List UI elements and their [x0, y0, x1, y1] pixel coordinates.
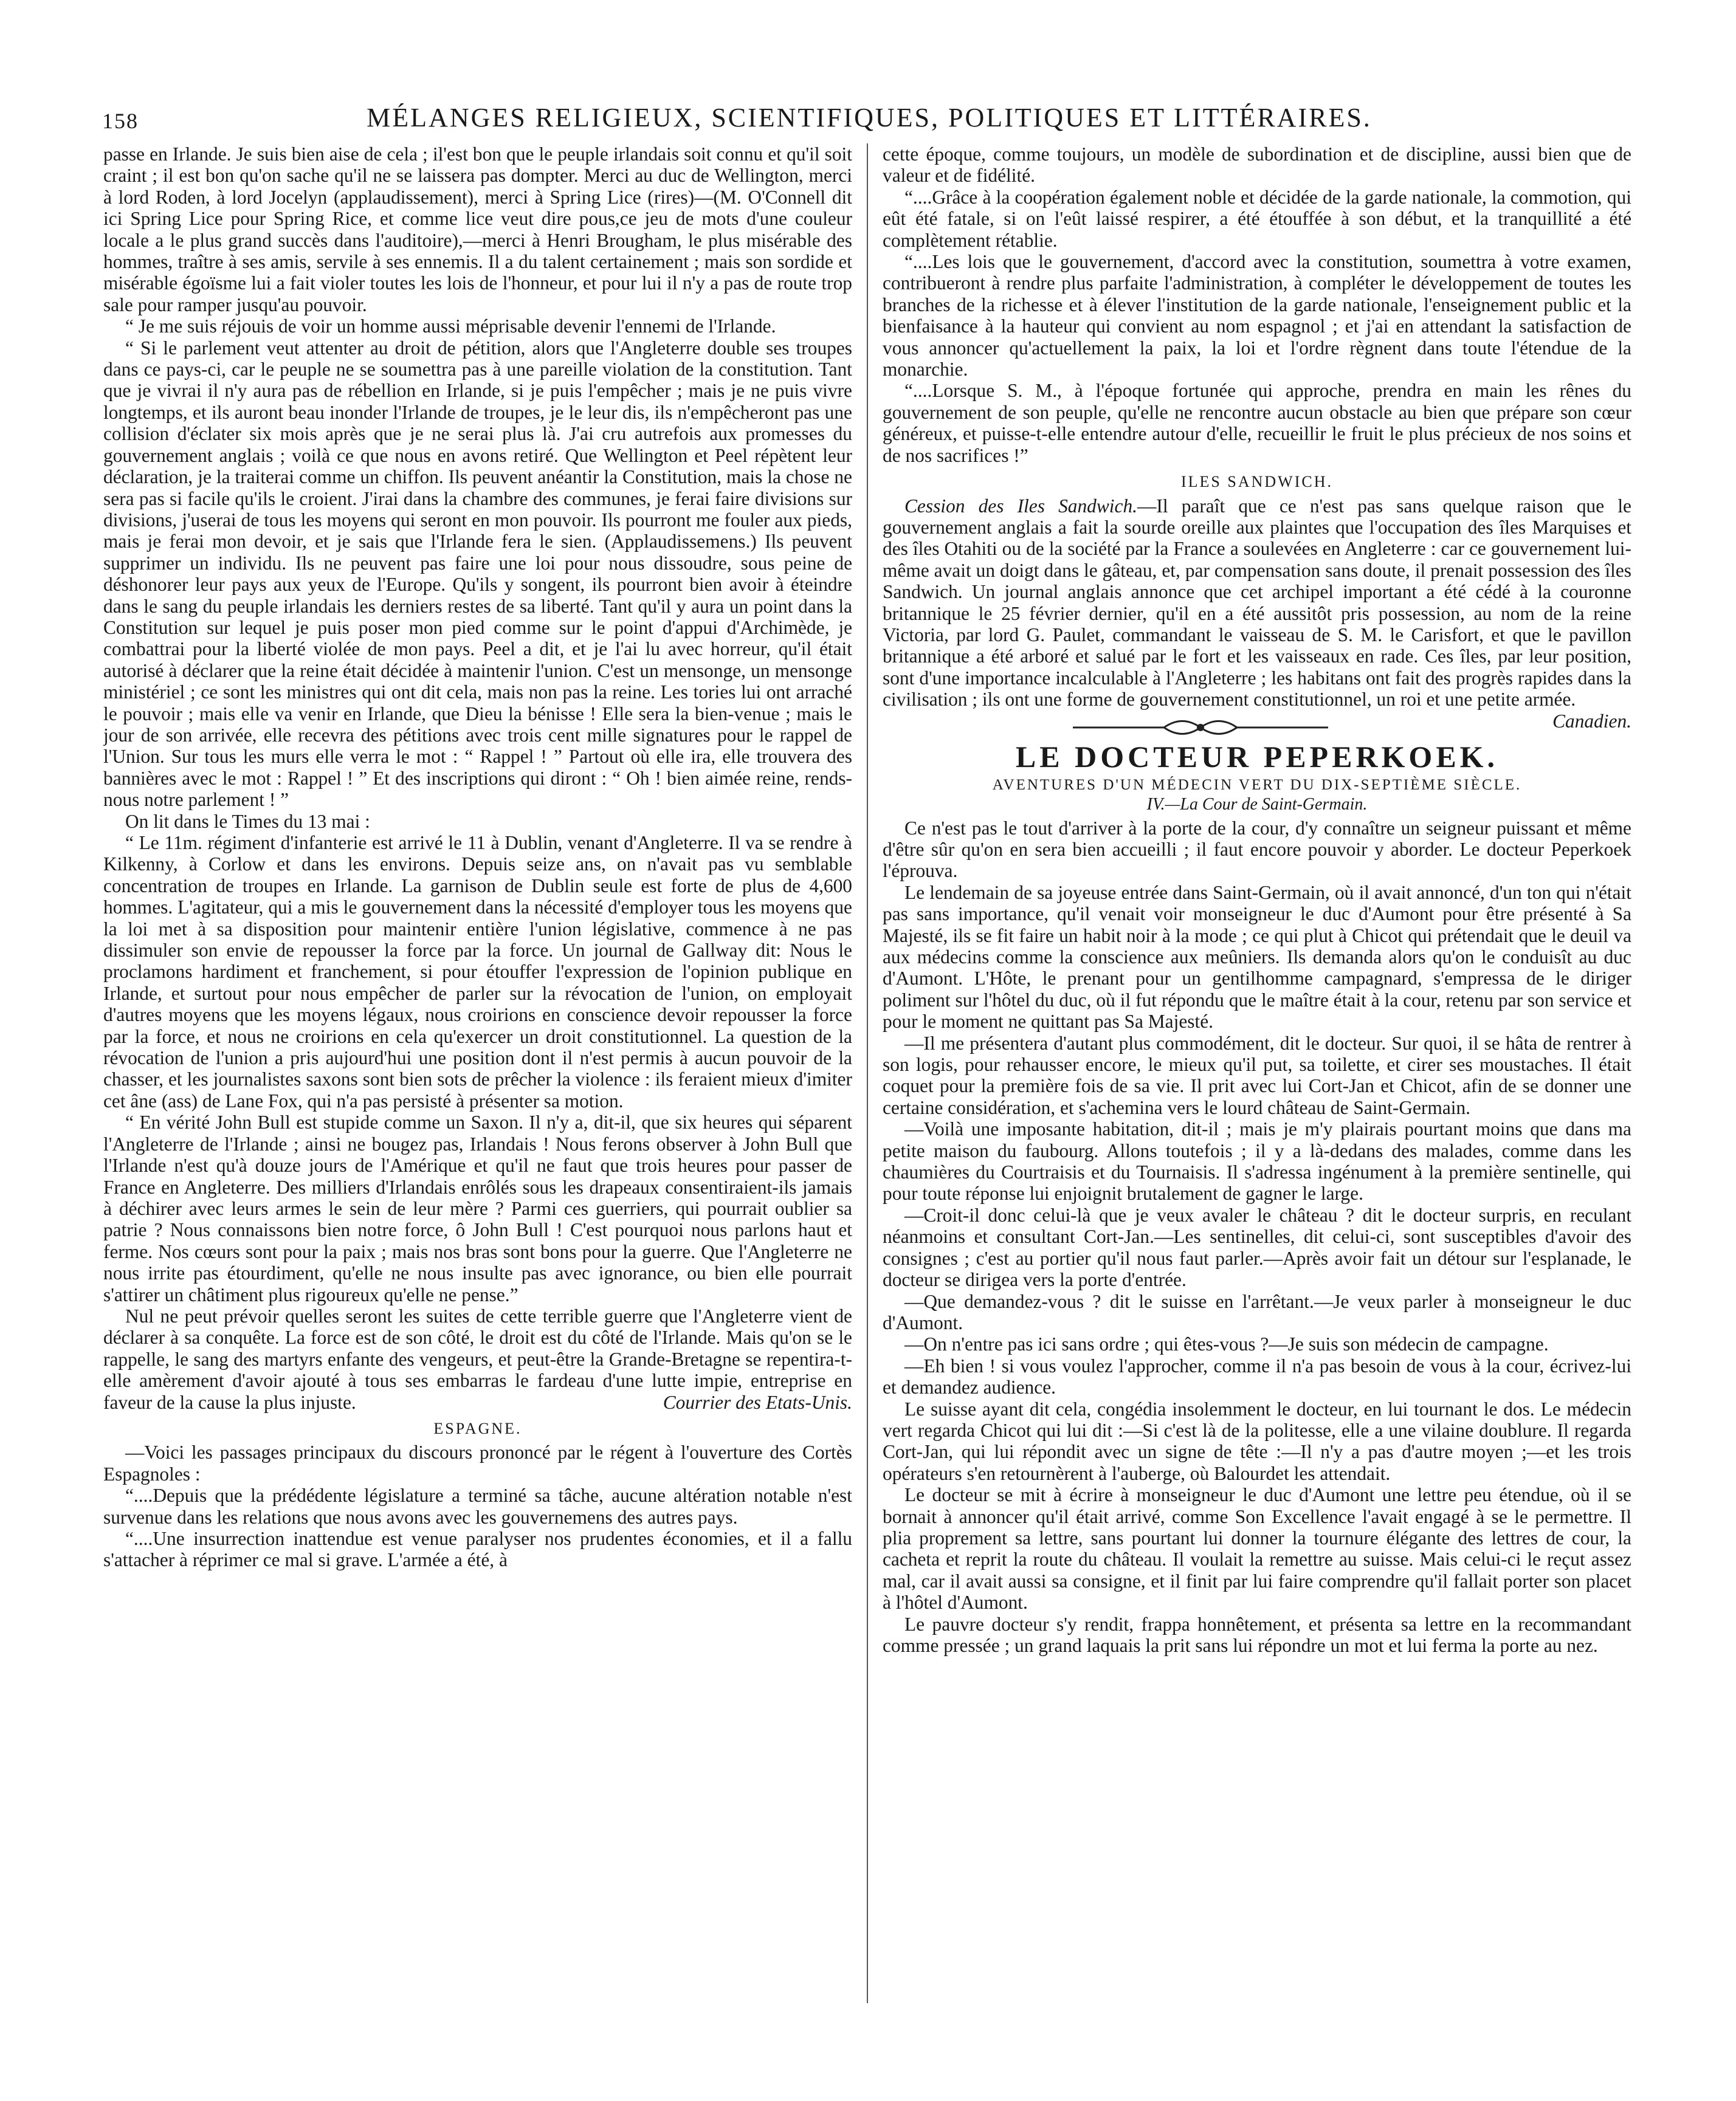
column-divider — [867, 143, 868, 2003]
paragraph: cette époque, comme toujours, un modèle de subordination et de discipline, aussi bien que de valeur et de fidélité. — [883, 143, 1631, 187]
paragraph: Le docteur se mit à écrire à monseigneur le duc d'Aumont une lettre peu étendue, où il se bornait à annoncer qu'il était arrivé, comme Son Excellence l'avait engagé à se le permettre. Il plia proprement sa lettre, sans pourtant lui donner la tournure élégante des lettres de cour, la cacheta et reprit la route du château. Il voulait la remettre au suisse. Mais celui-ci le reçut assez mal, car il avait aussi sa consigne, et il finit par lui faire comprendre qu'il fallait porter son placet à l'hôtel d'Aumont. — [883, 1484, 1631, 1614]
source-signature: Courrier des Etats-Unis. — [663, 1391, 852, 1413]
paragraph: —Voilà une imposante habitation, dit-il ; mais je m'y plairais pourtant moins que dans ma petite maison du faubourg. Allons toutefois ; il y a là-dedans des malades, comme dans les chaumières du Courtraisis et du Tournaisis. Il s'adressa ingénument à la première sentinelle, qui pour toute réponse lui enjoignit brutalement de gagner le large. — [883, 1118, 1631, 1205]
page-header — [97, 102, 1641, 139]
paragraph: On lit dans le Times du 13 mai : — [125, 810, 370, 832]
left-column — [103, 143, 863, 2003]
story-chapter: IV.—La Cour de Saint-Germain. — [1146, 794, 1368, 814]
section-heading-sandwich: ILES SANDWICH. — [1181, 473, 1333, 491]
paragraph: “....Grâce à la coopération également noble et décidée de la garde nationale, la commotion, qui eût été fatale, si on l'eût laissé respirer, a été étouffée à son début, et la tranquillité a été complètement rétablie. — [883, 186, 1631, 251]
paragraph: —Il me présentera d'autant plus commodément, dit le docteur. Sur quoi, il se hâta de rentrer à son logis, pour rehausser encore, le mieux qu'il put, sa toilette, et cirer ses moustaches. Il était coquet pour la première fois de sa vie. Il prit avec lui Cort-Jan et Chicot, afin de se donner une certaine considération, et s'achemina vers le lourd château de Saint-Germain. — [883, 1032, 1631, 1118]
paragraph: “....Les lois que le gouvernement, d'accord avec la constitution, soumettra à votre examen, contribueront à rendre plus parfaite l'administration, à compléter le développement de toutes les branches de la richesse et à élever l'institution de la garde nationale, l'enseignement public et la bienfaisance à la hauteur qui convient au nom espagnol ; et j'ai en attendant la satisfaction de vous annoncer qu'actuellement la paix, la loi et l'ordre règnent dans toute l'étendue de la monarchie. — [883, 251, 1631, 380]
running-title: MÉLANGES RELIGIEUX, SCIENTIFIQUES, POLITIQUES ET LITTÉRAIRES. — [367, 103, 1372, 132]
paragraph: passe en Irlande. Je suis bien aise de cela ; il'est bon que le peuple irlandais soit connu et qu'il soit craint ; il est bon qu'on sache qu'il ne se laissera pas dompter. Merci au duc de Wellington, merci à lord Roden, à lord Jocelyn (applaudissement), merci à Spring Lice (rires)—(M. O'Connell dit ici Spring Lice pour Spring Rice, et comme lice veut dire pous,ce jeu de mots d'une couleur locale a le plus grand succès dans l'auditoire),—merci à Henri Brougham, le plus misérable des hommes, traître à ses amis, servile à ses ennemis. Il a du talent certainement ; mais son sordide et misérable égoïsme lui a fait violer toutes les lois de l'honneur, et pour lui il n'y a pas de route trop sale pour ramper jusqu'au pouvoir. — [103, 143, 852, 315]
paragraph-text: —Il paraît que ce n'est pas sans quelque raison que le gouvernement anglais a fait la sourde oreille aux plaintes que l'occupation des îles Marquises et des îles Otahiti ou de la société par la France a soulevées en Angleterre : car ce gouvernement lui-même avait un doigt dans le gâteau, et, par compensation sans doute, il prenait possession des îles Sandwich. Un journal anglais annonce que cet archipel important a été cédé à la couronne britannique le 25 février dernier, qu'il en a été aussitôt pris possession, au nom de la reine Victoria, par lord G. Paulet, commandant le vaisseau de S. M. le Carisfort, et que le pavillon britannique a été arboré et salué par le fort et les vaisseaux en rade. Ces îles, par leur position, sont d'une importance incalculable à l'Angleterre ; les habitans ont fait des progrès rapides dans la civilisation ; ils ont une forme de gouvernement constitutionnel, un roi et une petite armée. — [883, 495, 1631, 710]
right-column — [872, 143, 1631, 2003]
paragraph: —Eh bien ! si vous voulez l'approcher, comme il n'a pas besoin de vous à la cour, écrivez-lui et demandez audience. — [883, 1355, 1631, 1398]
source-signature: Canadien. — [1552, 710, 1631, 732]
page-number: 158 — [102, 109, 139, 133]
paragraph: Ce n'est pas le tout d'arriver à la porte de la cour, d'y connaître un seigneur puissant et même d'être sûr qu'on en sera bien accueilli ; il faut encore pouvoir y aborder. Le docteur Peperkoek l'éprouva. — [883, 817, 1631, 882]
story-title: LE DOCTEUR PEPERKOEK. — [1015, 739, 1499, 774]
paragraph: “....Lorsque S. M., à l'époque fortunée qui approche, prendra en main les rênes du gouvernement de son peuple, qu'elle ne rencontre aucun obstacle au bien que prépare son cœur généreux, et puisse-t-elle entendre autour d'elle, recueillir le fruit le plus précieux de nos soins et de nos sacrifices !” — [883, 380, 1631, 466]
paragraph: —Que demandez-vous ? dit le suisse en l'arrêtant.—Je veux parler à monseigneur le duc d'Aumont. — [883, 1290, 1631, 1333]
paragraph: —Voici les passages principaux du discours prononcé par le régent à l'ouverture des Cortès Espagnoles : — [103, 1442, 852, 1485]
paragraph: “ En vérité John Bull est stupide comme un Saxon. Il n'y a, dit-il, que six heures qui séparent l'Angleterre de l'Irlande ; ainsi ne bougez pas, Irlandais ! Nous ferons observer à John Bull que l'Irlande n'est qu'à douze jours de l'Amérique et qu'il ne faut que trois heures pour passer de France en Angleterre. Des milliers d'Irlandais enrôlés sous les drapeaux consentiraient-ils jamais à déchirer avec leurs armes le sein de leur mère ? Parmi ces guerriers, qui pourrait oublier sa patrie ? Nous connaissons bien notre force, ô John Bull ! C'est pourquoi nous parlons haut et ferme. Nos cœurs sont pour la paix ; mais nos bras sont bons pour la guerre. Que l'Angleterre ne nous irrite pas étourdiment, qu'elle ne nous insulte pas avec ignorance, ou bien elle pourrait s'attirer un châtiment plus rigoureux qu'elle ne pense.” — [103, 1112, 852, 1305]
paragraph — [103, 1305, 852, 1413]
paragraph: Le lendemain de sa joyeuse entrée dans Saint-Germain, où il avait annoncé, d'un ton qui n'était pas sans importance, qu'il venait voir monseigneur le duc d'Aumont pour être présenté à Sa Majesté, ils se fit faire un habit noir à la mode ; ce qui plut à Chicot qui prétendait que le deuil va aux médecins comme la conscience aux meûniers. Ils demanda alors qu'on le conduisît au duc d'Aumont. L'Hôte, le prenant pour un gentilhomme campagnard, s'empressa de le diriger poliment sur l'hôtel du duc, où il fut répondu que le maître était à la cour, retenu par son service et pour le moment ne quittant pas Sa Majesté. — [883, 881, 1631, 1033]
paragraph — [883, 495, 1631, 732]
paragraph: Le pauvre docteur s'y rendit, frappa honnêtement, et présenta sa lettre en la recommandant comme pressée ; un grand laquais la prit sans lui répondre un mot et lui ferma la porte au nez. — [883, 1613, 1631, 1656]
paragraph: —Croit-il donc celui-là que je veux avaler le château ? dit le docteur surpris, en reculant néanmoins et consultant Cort-Jan.—Les sentinelles, dit celui-ci, sont susceptibles d'avoir des consignes ; c'est au portier qu'il nous faut parler.—Après avoir fait un détour sur l'esplanade, le docteur se dirigea vers la porte d'entrée. — [883, 1204, 1631, 1291]
paragraph: Le suisse ayant dit cela, congédia insolemment le docteur, en lui tournant le dos. Le médecin vert regarda Chicot qui lui dit :—Si c'est là de la politesse, elle a une vilaine doublure. Il regarda Cort-Jan, qui lui répondit avec un signe de tête :—Il n'y a pas d'autre moyen ;—et les trois opérateurs s'en retournèrent à l'auberge, où Balourdet les attendait. — [883, 1398, 1631, 1484]
paragraph: “ Le 11m. régiment d'infanterie est arrivé le 11 à Dublin, venant d'Angleterre. Il va se rendre à Kilkenny, à Corlow et dans les environs. Depuis seize ans, on n'avait pas vu semblable concentration de troupes en Irlande. La garnison de Dublin seule est forte de plus de 4,600 hommes. L'agitateur, qui a mis le gouvernement dans la nécessité d'employer tous les moyens que la loi met à sa disposition pour maintenir entière l'union législative, commence à ne pas dissimuler son envie de repousser la force par la force. Un journal de Gallway dit: Nous le proclamons hardiment et franchement, si pour étouffer l'expression de l'opinion publique en Irlande, et surtout pour nous empêcher de parler sur la révocation de l'union, on employait d'autres moyens que les moyens légaux, nous croirions en conscience devoir repousser la force par la force, et nous ne croirions en cela qu'exercer un droit constitutionnel. La question de la révocation de l'union a pris aujourd'hui une position dont il n'est permis à aucun pouvoir de la chasser, et les journalistes saxons sont bien sots de prêcher la violence : ils feraient mieux d'imiter cet âne (ass) de Lane Fox, qui n'a pas persisté à présenter sa motion. — [103, 832, 852, 1112]
paragraph: “....Une insurrection inattendue est venue paralyser nos prudentes économies, et il a fallu s'attacher à réprimer ce mal si grave. L'armée a été, à — [103, 1528, 852, 1571]
text-columns — [103, 143, 1641, 2003]
story-subtitle: AVENTURES D'UN MÉDECIN VERT DU DIX-SEPTIÈME SIÈCLE. — [992, 776, 1522, 793]
paragraph: —On n'entre pas ici sans ordre ; qui êtes-vous ?—Je suis son médecin de campagne. — [904, 1333, 1549, 1355]
paragraph: “ Je me suis réjouis de voir un homme aussi méprisable devenir l'ennemi de l'Irlande. — [125, 315, 776, 337]
decorative-rule-icon — [1073, 719, 1328, 736]
section-heading-espagne: ESPAGNE. — [433, 1419, 522, 1437]
paragraph: “....Depuis que la prédédente législature a terminé sa tâche, aucune altération notable n'est survenue dans les relations que nous avons avec les gouvernemens des autres pays. — [103, 1485, 852, 1528]
article-lead-in: Cession des Iles Sandwich. — [904, 495, 1137, 517]
paragraph-text: Nul ne peut prévoir quelles seront les suites de cette terrible guerre que l'Angleterre vient de déclarer à sa conquête. La force est de son côté, le droit est du côté de l'Irlande. Mais qu'on se le rappelle, le sang des martyrs enfante des vengeurs, et peut-être la Grande-Bretagne se repentira-t-elle amèrement d'avoir ajouté à tous ses embarras le fardeau d'une lutte impie, entreprise en faveur de la cause la plus injuste. — [103, 1305, 852, 1413]
paragraph: “ Si le parlement veut attenter au droit de pétition, alors que l'Angleterre double ses troupes dans ce pays-ci, car le peuple ne se soumettra pas à une pareille violation de la constitution. Tant que je vivrai il n'y aura pas de rébellion en Irlande, si je puis l'empêcher ; mais je ne puis vivre longtemps, et ils auront beau inonder l'Irlande de troupes, je le leur dis, ils n'empêcheront pas une collision d'éclater six mois après que je ne serai plus là. J'ai cru autrefois aux promesses du gouvernement anglais ; voilà ce que nous en avons retiré. Que Wellington et Peel répètent leur déclaration, je la traiterai comme un chiffon. Ils peuvent anéantir la Constitution, mais la chose ne sera pas si facile qu'ils le croient. J'irai dans la chambre des communes, je ferai faire divisions sur divisions, j'userai de tous les moyens qui seront en mon pouvoir. Ils pourront me fouler aux pieds, mais je ferai mon devoir, et je sais que l'Irlande fera le sien. (Applaudissemens.) Ils peuvent supprimer un individu. Ils ne peuvent pas faire une loi pour nous dissoudre, sous peine de déshonorer leur pays aux yeux de l'Europe. Qu'ils y songent, ils pourront bien avoir à éteindre dans le sang du peuple irlandais les derniers restes de sa liberté. Tant qu'il y aura un point dans la Constitution sur lequel je puis poser mon pied comme sur le point d'appui d'Archimède, je combattrai pour la liberté violée de mon pays. Peel a dit, et je l'ai lu avec horreur, qu'il était autorisé à déclarer que la reine était décidée à maintenir l'union. C'est un mensonge, un mensonge ministériel ; ce sont les ministres qui ont dit cela, mais non pas la reine. Les tories lui ont arraché le pouvoir ; mais elle va venir en Irlande, que Dieu la bénisse ! Elle sera la bien-venue ; mais le jour de son arrivée, elle recevra des pétitions avec trois cent mille signatures pour le rappel de l'Union. Sur tous les murs elle verra le mot : “ Rappel ! ” Partout où elle ira, elle trouvera des bannières avec le mot : Rappel ! ” Et des inscriptions qui diront : “ Oh ! bien aimée reine, rends-nous notre parlement ! ” — [103, 337, 852, 811]
